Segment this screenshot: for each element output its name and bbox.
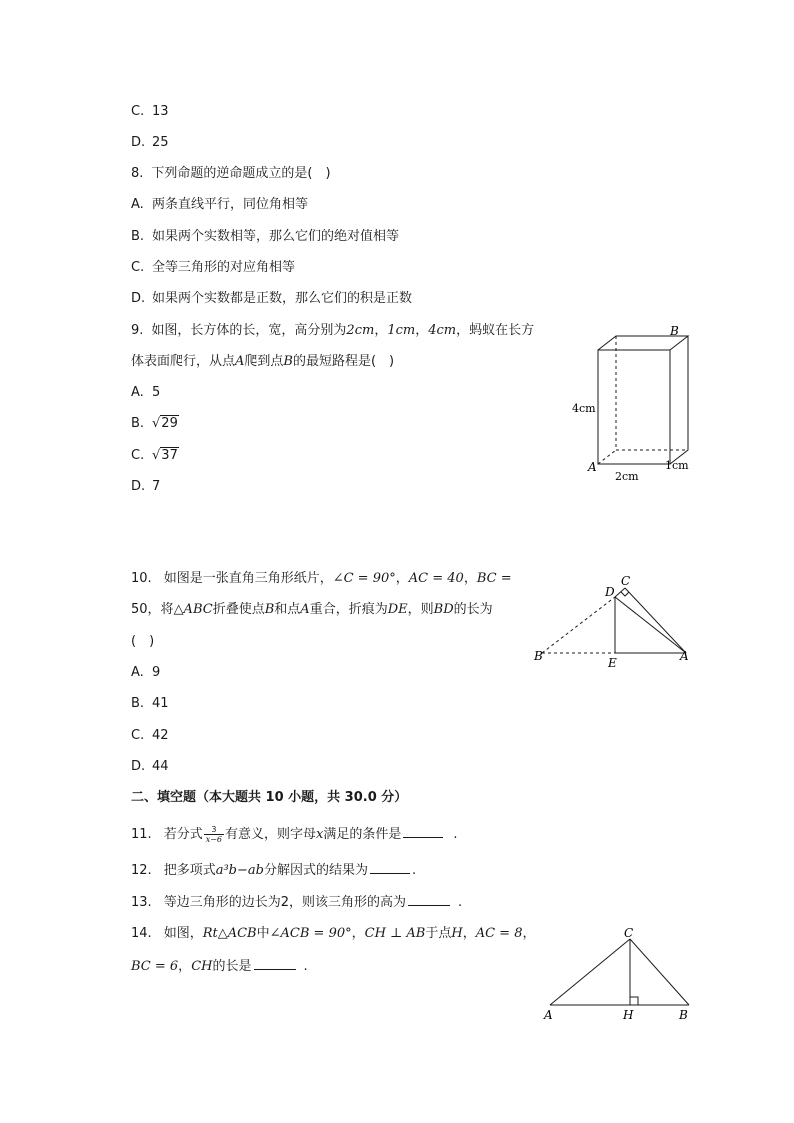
math: 2cm: [346, 323, 375, 338]
q12: [131, 861, 416, 880]
right-angle-mark: [630, 997, 638, 1005]
label-c: C: [621, 574, 631, 588]
question-number: 12.: [131, 863, 152, 878]
answer-blank[interactable]: [403, 825, 443, 838]
math: CH: [191, 959, 213, 974]
section-title: 二、填空题（本大题共 10 小题，共 30.0 分）: [131, 790, 408, 805]
text: 等边三角形的边长为: [163, 895, 281, 910]
side-ca: [625, 588, 686, 653]
q10-stem-line1: [131, 570, 512, 588]
math: B: [264, 602, 275, 617]
option-text: 全等三角形的对应角相等: [152, 260, 296, 275]
math: BC = 6: [131, 959, 179, 974]
label-d: D: [605, 585, 615, 599]
question-number: 13.: [131, 895, 152, 910]
option-letter: D.: [131, 759, 146, 774]
text: ，: [522, 926, 536, 941]
option-text: 41: [152, 696, 169, 711]
q11: [131, 825, 458, 844]
option-text: 42: [152, 728, 169, 743]
math: AC = 8: [475, 926, 523, 941]
text: 重合，折痕为: [309, 602, 388, 617]
option-letter: B.: [131, 416, 145, 431]
math: A: [300, 602, 310, 617]
label-c: C: [624, 926, 634, 940]
option-letter: C.: [131, 104, 145, 119]
text: 体表面爬行，从点: [131, 354, 236, 369]
hidden-edges: [598, 336, 688, 464]
q7-option-c: [131, 103, 169, 121]
option-text: 7: [152, 479, 161, 494]
label-width: 1cm: [665, 459, 689, 472]
q9-option-d: [131, 478, 160, 496]
q9-option-a: [131, 384, 160, 402]
text: 中: [256, 926, 270, 941]
q8-option-c: [131, 259, 295, 277]
option-text: 37: [161, 448, 178, 463]
text: ，: [178, 959, 192, 974]
option-text: 29: [161, 416, 178, 431]
text: ( ): [131, 634, 155, 649]
question-number: 11.: [131, 827, 152, 842]
question-number: 8.: [131, 166, 144, 181]
text: .: [303, 959, 308, 974]
text: 于点: [425, 926, 452, 941]
text: ，: [374, 323, 388, 338]
q10-option-a: [131, 664, 160, 682]
math: 4cm: [428, 323, 457, 338]
top-face: [598, 336, 688, 350]
text: 爬到点: [244, 354, 284, 369]
option-letter: B.: [131, 229, 145, 244]
text: ，则: [407, 602, 434, 617]
text: .: [411, 863, 417, 878]
question-number: 14.: [131, 926, 152, 941]
q10-stem-line2: [131, 601, 493, 619]
option-letter: C.: [131, 728, 145, 743]
text: .: [453, 827, 458, 842]
section-2-title: [131, 789, 407, 807]
option-text: 5: [152, 385, 161, 400]
option-letter: A.: [131, 665, 144, 680]
q14-triangle-figure: [538, 925, 698, 1025]
q9-option-c: [131, 447, 179, 465]
text: 如图，: [163, 926, 203, 941]
side-da: [615, 597, 686, 653]
folded-part: [542, 597, 615, 653]
math: B: [283, 354, 293, 369]
text: ，蚂蚁在长方: [456, 323, 535, 338]
radical-sign: √: [152, 416, 161, 431]
option-text: 如果两个实数都是正数，那么它们的积是正数: [152, 291, 413, 306]
option-letter: C.: [131, 448, 145, 463]
option-letter: A.: [131, 197, 144, 212]
label-length: 2cm: [615, 470, 639, 483]
side-cb: [630, 939, 689, 1005]
option-text: 9: [152, 665, 161, 680]
side-ac: [550, 939, 630, 1005]
text: 分解因式的结果为: [263, 863, 368, 878]
text: 如图是一张直角三角形纸片，: [163, 571, 333, 586]
q8-option-b: [131, 228, 399, 246]
q8-option-a: [131, 196, 308, 214]
text: ，: [415, 323, 429, 338]
q8-stem: [131, 165, 331, 183]
math: a³b−ab: [215, 863, 264, 878]
text: 的最短路程是( ): [292, 354, 395, 369]
label-b: B: [670, 324, 679, 338]
text: 的长为: [453, 602, 493, 617]
math: ∠C = 90°: [332, 571, 396, 586]
q9-stem-line1: [131, 322, 534, 340]
text: ，: [462, 926, 476, 941]
math: 2: [280, 895, 289, 910]
q14-line1: [131, 925, 536, 943]
text: 满足的条件是: [323, 827, 402, 842]
math: 1cm: [387, 323, 416, 338]
option-text: 如果两个实数相等，那么它们的绝对值相等: [152, 229, 400, 244]
label-b: B: [679, 1008, 688, 1022]
sqrt: [152, 447, 179, 465]
text: 的长是: [212, 959, 252, 974]
option-letter: D.: [131, 135, 146, 150]
math: BC =: [476, 571, 512, 586]
math: A: [235, 354, 245, 369]
question-number: 10.: [131, 571, 152, 586]
answer-blank[interactable]: [254, 957, 296, 970]
right-angle-mark: [621, 592, 629, 596]
sqrt: [152, 415, 179, 433]
option-text: 两条直线平行，同位角相等: [152, 197, 309, 212]
math: AC = 40: [408, 571, 464, 586]
q8-option-d: [131, 290, 412, 308]
text: 折叠使点: [212, 602, 265, 617]
text: ，则该三角形的高为: [288, 895, 406, 910]
q10-stem-line3: [131, 633, 154, 651]
math: Rt△ACB: [202, 926, 257, 941]
q9-cuboid-figure: [560, 318, 700, 488]
label-h: H: [623, 1008, 634, 1022]
text: ，: [351, 926, 365, 941]
option-letter: B.: [131, 696, 145, 711]
front-face: [598, 350, 670, 464]
label-a: A: [544, 1008, 553, 1022]
math: H: [451, 926, 463, 941]
math: ∠ACB = 90°: [269, 926, 352, 941]
text: 若分式: [163, 827, 203, 842]
question-text: 下列命题的逆命题成立的是( ): [151, 166, 331, 181]
fraction: [204, 825, 224, 844]
q10-option-c: [131, 727, 169, 745]
numerator: 3: [204, 825, 224, 835]
denominator: x−6: [205, 835, 223, 844]
math: △ABC: [173, 602, 213, 617]
option-letter: D.: [131, 291, 146, 306]
answer-blank[interactable]: [370, 861, 410, 874]
text: ，将: [147, 602, 174, 617]
option-letter: A.: [131, 385, 144, 400]
q9-stem-line2: [131, 353, 394, 371]
option-letter: D.: [131, 479, 146, 494]
answer-blank[interactable]: [408, 893, 450, 906]
option-text: 44: [152, 759, 169, 774]
text: 如图，长方体的长，宽，高分别为: [151, 323, 347, 338]
option-letter: C.: [131, 260, 145, 275]
q10-option-b: [131, 695, 169, 713]
math: CH ⊥ AB: [364, 926, 426, 941]
text: 和点: [274, 602, 301, 617]
math: x: [316, 827, 324, 842]
label-a: A: [680, 649, 689, 663]
label-e: E: [608, 656, 617, 670]
q7-option-d: [131, 134, 169, 152]
question-number: 9.: [131, 323, 144, 338]
math: 50: [131, 602, 148, 617]
radical-sign: √: [152, 448, 161, 463]
right-face: [670, 336, 688, 464]
text: .: [458, 895, 463, 910]
text: ，: [463, 571, 477, 586]
label-height: 4cm: [572, 402, 596, 415]
q13: [131, 893, 462, 912]
option-text: 25: [152, 135, 169, 150]
math: BD: [433, 602, 454, 617]
q9-option-b: [131, 415, 179, 433]
text: ，: [395, 571, 409, 586]
text: 把多项式: [163, 863, 216, 878]
math: DE: [387, 602, 408, 617]
q10-triangle-figure: [528, 570, 698, 670]
text: 有意义，则字母: [225, 827, 317, 842]
label-b: B: [534, 649, 543, 663]
side-dc: [615, 588, 625, 597]
q14-line2: [131, 957, 308, 976]
q10-option-d: [131, 758, 169, 776]
option-text: 13: [152, 104, 169, 119]
label-a: A: [588, 460, 597, 474]
